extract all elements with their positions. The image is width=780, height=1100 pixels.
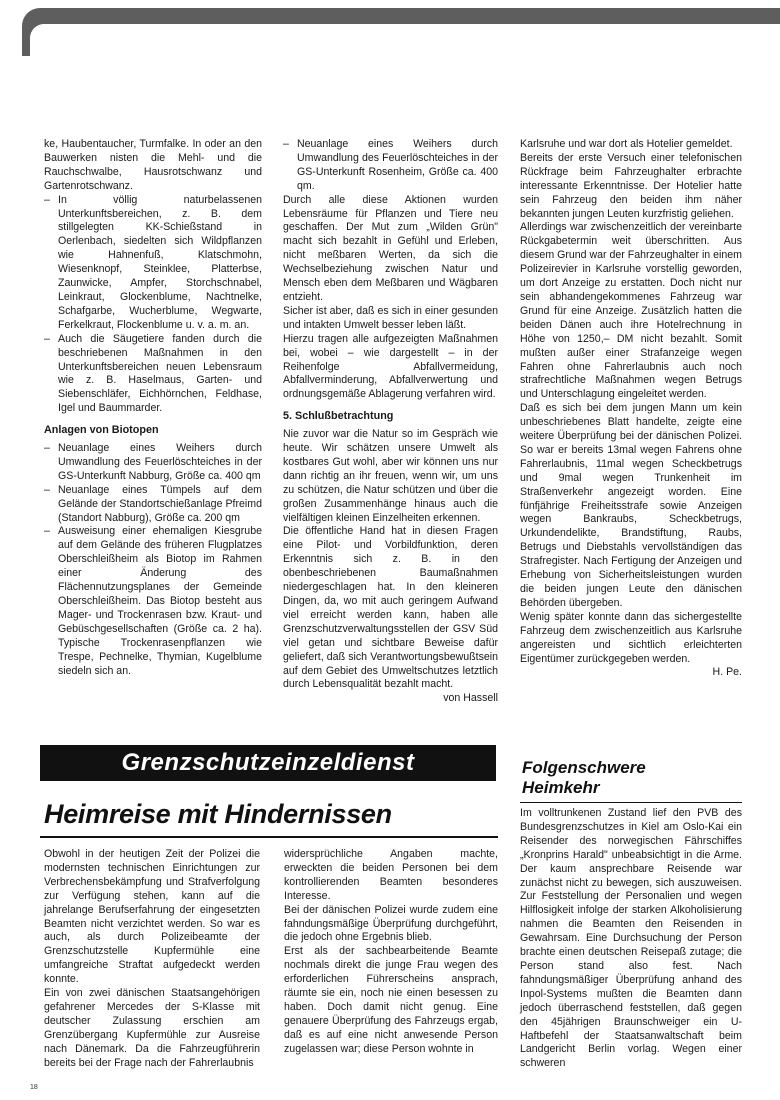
subheading: 5. Schlußbetrachtung <box>283 410 394 423</box>
author-signature: von Hassell <box>443 692 498 705</box>
list-item: – Neuanlage eines Weihers durch Umwandlung des Feuerlöschteiches in der GS-Unterkunft Rosenheim, Größe ca. 400 qm. <box>283 138 498 194</box>
section-banner: Grenzschutzeinzeldienst <box>40 745 496 781</box>
divider <box>520 802 742 803</box>
list-item: – Neuanlage eines Weihers durch Umwandlung des Feuerlöschteiches in der GS-Unterkunft Nabburg, Größe ca. 400 qm <box>44 442 262 484</box>
bullet-list <box>283 138 498 194</box>
paragraph: Erst als der sachbearbeitende Beamte nochmals direkt die junge Frau wegen des erforderlichen Führerscheins ansprach, räumte sie ein, noch nie einen besessen zu haben. Doch damit nicht genug. Eine genauere Überprüfung des Fahrzeugs ergab, daß es auf eine nicht anwesende Person zugelassen war; diese Person wohnte in <box>284 945 498 1055</box>
paragraph: ke, Haubentaucher, Turmfalke. In oder an den Bauwerken nisten die Mehl- und die Rauchschwalbe, Hausrotschwanz und Gartenrotschwanz. <box>44 138 262 192</box>
paragraph: Durch alle diese Aktionen wurden Lebensräume für Pflanzen und Tiere neu geschaffen. Der Mut zum „Wilden Grün" macht sich bezahlt in Gefühl und Erleben, nicht meßbaren Werten, da sich die Wechselbeziehung zwischen Natur und Mensch eben dem Meßbaren und Wägbaren entzieht. <box>283 193 498 303</box>
paragraph: Sicher ist aber, daß es sich in einer gesunden und intakten Umwelt besser leben läßt. <box>283 304 498 331</box>
bullet-list <box>44 442 262 678</box>
paragraph: Im volltrunkenen Zustand lief den PVB des Bundesgrenzschutzes in Kiel am Oslo-Kai ein Reisender des norwegischen Fährschiffes „Kronprins Harald" unbeabsichtigt in die Arme. Der kaum ansprechbare Reisende war zunächst nicht zu bewegen, sich auszuweisen. Zur Feststellung der Personalien und wegen Hilflosigkeit infolge der starken Alkoholisierung nahmen die Beamten den Reisenden in Gewahrsam. Eine Durchsuchung der Person brachte einen deutschen Reisepaß zutage; die Person stand also fest. Nach fahndungsmäßiger Überprüfung anhand des Inpol-Systems mußten die Beamten dann jedoch überraschend feststellen, daß gegen den 45jährigen Braunschweiger ein U-Haftbefehl der Staatsanwaltschaft beim Landgericht Berlin vorlag. Wegen einer schweren <box>520 807 742 1070</box>
article-column-3 <box>520 138 742 680</box>
subheading: Anlagen von Biotopen <box>44 424 159 437</box>
paragraph: Karlsruhe und war dort als Hotelier gemeldet. <box>520 138 733 150</box>
paragraph: Obwohl in der heutigen Zeit der Polizei die modernsten technischen Einrichtungen zur Verbrechensbekämpfung und Strafverfolgung zur Verfügung stehen, kann auf die jahrelange Berufserfahrung der eingesetzten Beamten nicht verzichtet werden. So war es auch, als durch Polizeibeamte der Grenzschutzstelle Kupfermühle eine umfangreiche Straftat aufgedeckt werden konnte. <box>44 848 260 986</box>
article-column-bottom-2 <box>284 848 498 1057</box>
article-column-bottom-3 <box>520 807 742 1071</box>
side-headline: Folgenschwere Heimkehr <box>522 758 646 797</box>
paragraph: Allerdings war zwischenzeitlich der vereinbarte Rückgabetermin weit überschritten. Aus diesem Grund war der Fahrzeughalter in einem Polizeirevier in Karlsruhe vorstellig geworden, um dort Anzeige zu erstatten. Doch nicht nur sein abhandengekommenes Fahrzeug war Grund für eine Anzeige. Zusätzlich hatten die beiden Dänen auch ihre Hotelrechnung in Höhe von 1250,– DM nicht bezahlt. Somit mußten außer einer Strafanzeige wegen Fahren ohne Fahrerlaubnis auch noch strafrechtliche Maßnahmen wegen Betrugs und Unterschlagung eingeleitet werden. <box>520 221 742 401</box>
list-item: – Ausweisung einer ehemaligen Kiesgrube auf dem Gelände des früheren Flugplatzes Oberschleißheim als Biotop im Rahmen einer Änderung des Flächennutzungsplanes der Gemeinde Oberschleißheim. Das Biotop besteht aus Mager- und Trockenrasen bzw. Kraut- und Gebüschgesellschaften (Größe ca. 2 ha). Typische Trockenrasenpflanzen wie Trespe, Pechnelke, Thymian, Kugelblume siedeln sich an. <box>44 525 262 678</box>
article-column-1 <box>44 138 262 678</box>
author-signature: H. Pe. <box>712 666 742 679</box>
paragraph: widersprüchliche Angaben machte, erweckten die beiden Personen bei dem kontrollierenden Beamten besonderes Interesse. <box>284 848 498 902</box>
list-item: – Auch die Säugetiere fanden durch die beschriebenen Maßnahmen in den Unterkunftsbereichen neuen Lebensraum wie z. B. Haselmaus, Garten- und Siebenschläfer, Eichhörnchen, Feldhase, Igel und Baummarder. <box>44 333 262 416</box>
paragraph: Bei der dänischen Polizei wurde zudem eine fahndungsmäßige Überprüfung durchgeführt, die jedoch ohne Ergebnis blieb. <box>284 903 498 944</box>
bullet-list <box>44 194 262 417</box>
paragraph: Ein von zwei dänischen Staatsangehörigen gefahrener Mercedes der S-Klasse mit deutscher Zulassung erschien am Grenzübergang Kupfermühle zur Ausreise nach Dänemark. Da die Fahrzeugführerin bereits bei der Frage nach der Fahrerlaubnis <box>44 987 260 1069</box>
paragraph: Bereits der erste Versuch einer telefonischen Rückfrage beim Fahrzeughalter erbrachte interessante Erkenntnisse. Der Hotelier hatte sein Fahrzeug den beiden ihm näher bekannten jungen Leuten kurzfristig geliehen. <box>520 151 742 220</box>
paragraph: Nie zuvor war die Natur so im Gespräch wie heute. Wir schätzen unsere Umwelt als kostbares Gut wohl, aber wir können uns nur dann richtig an ihr freuen, wenn wir, um uns zu schützen, die Natur schützen und über die großen Zusammenhänge hinaus auch die vielfältigen kleinen Einzelheiten erkennen. <box>283 428 498 524</box>
paragraph: Die öffentliche Hand hat in diesen Fragen eine Pilot- und Vorbildfunktion, deren Erkenntnis sich z. B. in den obenbeschriebenen Baumaßnahmen niedergeschlagen hat. In den kleineren Dingen, da, wo mit auch geringem Aufwand viel erreicht werden kann, haben alle Grenzschutzverwaltungsstellen der GSV Süd viel getan und sichtbare Beweise dafür geliefert, daß sich Verantwortungsbewußtsein auf dem Gebiet des Umweltschutzes letztlich durch Lebensqualität bezahlt macht. <box>283 525 498 691</box>
paragraph: Hierzu tragen alle aufgezeigten Maßnahmen bei, wobei – wie dargestellt – in der Reihenfolge Abfallvermeidung, Abfallverminderung, Abfallverwertung und ordnungsgemäße Ablagerung verfahren wird. <box>283 332 498 401</box>
top-bar-inner <box>30 24 780 64</box>
list-item: – In völlig naturbelassenen Unterkunftsbereichen, z. B. dem stillgelegten KK-Schießstand in Oerlenbach, siedelten sich Wildpflanzen wie Hahnenfuß, Klatschmohn, Wiesenknopf, Steinklee, Platterbse, Zaunwicke, Ampfer, Storchschnabel, Leinkraut, Glockenblume, Nachtnelke, Schafgarbe, Wucherblume, Wegwarte, Ferkelkraut, Flockenblume u. v. a. m. an. <box>44 194 262 333</box>
article-column-bottom-1 <box>44 848 260 1071</box>
list-item: – Neuanlage eines Tümpels auf dem Gelände der Standortschießanlage Pfreimd (Standort Nabburg), Größe ca. 200 qm <box>44 484 262 526</box>
paragraph: Daß es sich bei dem jungen Mann um kein unbeschriebenes Blatt handelte, zeigte eine weitere Überprüfung bei der dänischen Polizei. So war er bereits 13mal wegen Fahrens ohne Fahrerlaubnis, 11mal wegen Scheckbetrugs und 9mal wegen Trunkenheit im Straßenverkehr angezeigt worden. Eine fünfjährige Freiheitsstrafe sowie Anzeigen wegen Bankraubs, Scheckbetrugs, Urkundendelikte, Brandstiftung, Raubs, Betrugs und Diebstahls vervollständigen das Strafregister. Nach Fertigung der Anzeigen und Erhebung von Sicherheitsleistungen wurden die beiden jungen Leute den dänischen Behörden übergeben. <box>520 402 742 609</box>
article-column-2 <box>283 138 498 706</box>
page-number: 18 <box>30 1084 38 1091</box>
paragraph: Wenig später konnte dann das sichergestellte Fahrzeug dem zwischenzeitlich aus Karlsruhe angereisten und sichtlich erleichterten Eigentümer zurückgegeben werden. <box>520 610 742 665</box>
divider <box>40 836 498 838</box>
article-headline: Heimreise mit Hindernissen <box>44 799 392 829</box>
